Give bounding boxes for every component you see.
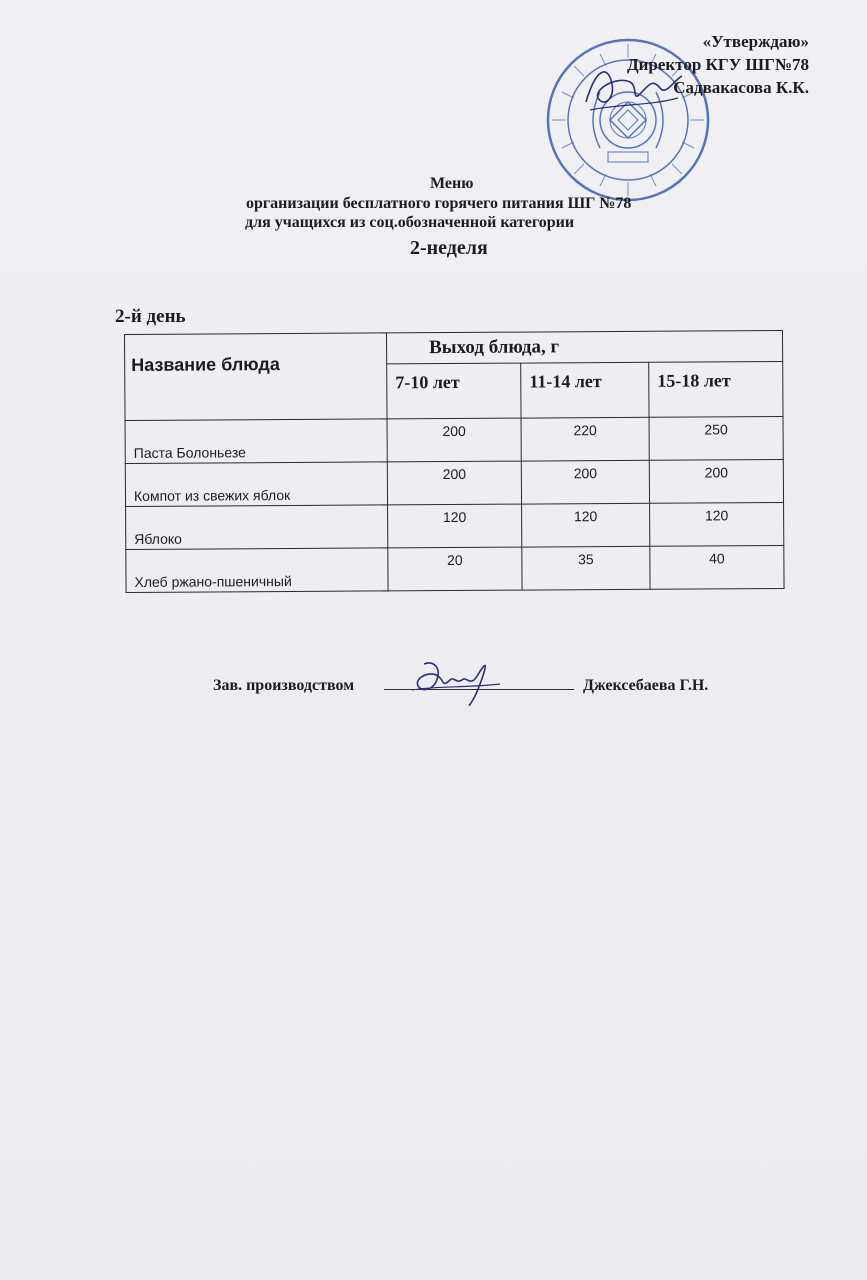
dish-name: Паста Болоньезе <box>125 419 387 464</box>
yield-11-14: 220 <box>521 417 649 461</box>
title-week: 2-неделя <box>410 237 488 259</box>
day-label: 2-й день <box>115 306 186 327</box>
production-manager-signature <box>404 650 514 710</box>
header-age-11-14: 11-14 лет <box>521 362 649 418</box>
dish-name: Хлеб ржано-пшеничный <box>126 548 388 593</box>
yield-7-10: 120 <box>388 504 522 548</box>
header-age-7-10: 7-10 лет <box>387 363 521 419</box>
yield-15-18: 200 <box>649 459 783 503</box>
dish-name: Компот из свежих яблок <box>125 462 387 507</box>
table-row <box>126 502 784 549</box>
yield-7-10: 200 <box>387 418 521 462</box>
header-age-15-18: 15-18 лет <box>649 361 783 417</box>
table-row <box>125 459 783 506</box>
footer-position: Зав. производством <box>213 677 355 694</box>
yield-11-14: 35 <box>522 546 650 590</box>
table-header-row <box>125 330 783 365</box>
approval-director-name: Садвакасова К.К. <box>673 78 809 97</box>
title-organization: организации бесплатного горячего питания ШГ №78 <box>246 195 632 212</box>
yield-15-18: 250 <box>649 416 783 460</box>
header-yield: Выход блюда, г <box>386 330 782 363</box>
yield-11-14: 200 <box>521 460 649 504</box>
footer-manager-name: Джексебаева Г.Н. <box>583 677 709 694</box>
yield-7-10: 20 <box>388 547 522 591</box>
yield-11-14: 120 <box>522 503 650 547</box>
header-dish-name: Название блюда <box>125 333 388 421</box>
approval-block <box>627 30 809 99</box>
yield-7-10: 200 <box>387 461 521 505</box>
dish-name: Яблоко <box>126 505 388 550</box>
approval-position: Директор КГУ ШГ№78 <box>626 55 809 74</box>
yield-15-18: 120 <box>650 502 784 546</box>
approval-title: «Утверждаю» <box>702 32 809 51</box>
menu-table <box>124 330 785 593</box>
yield-15-18: 40 <box>650 545 784 589</box>
signature-footer <box>0 670 867 720</box>
table-row <box>126 545 784 592</box>
title-menu: Меню <box>430 175 474 192</box>
title-category: для учащихся из соц.обозначенной категории <box>245 214 575 231</box>
table-row <box>125 416 783 463</box>
